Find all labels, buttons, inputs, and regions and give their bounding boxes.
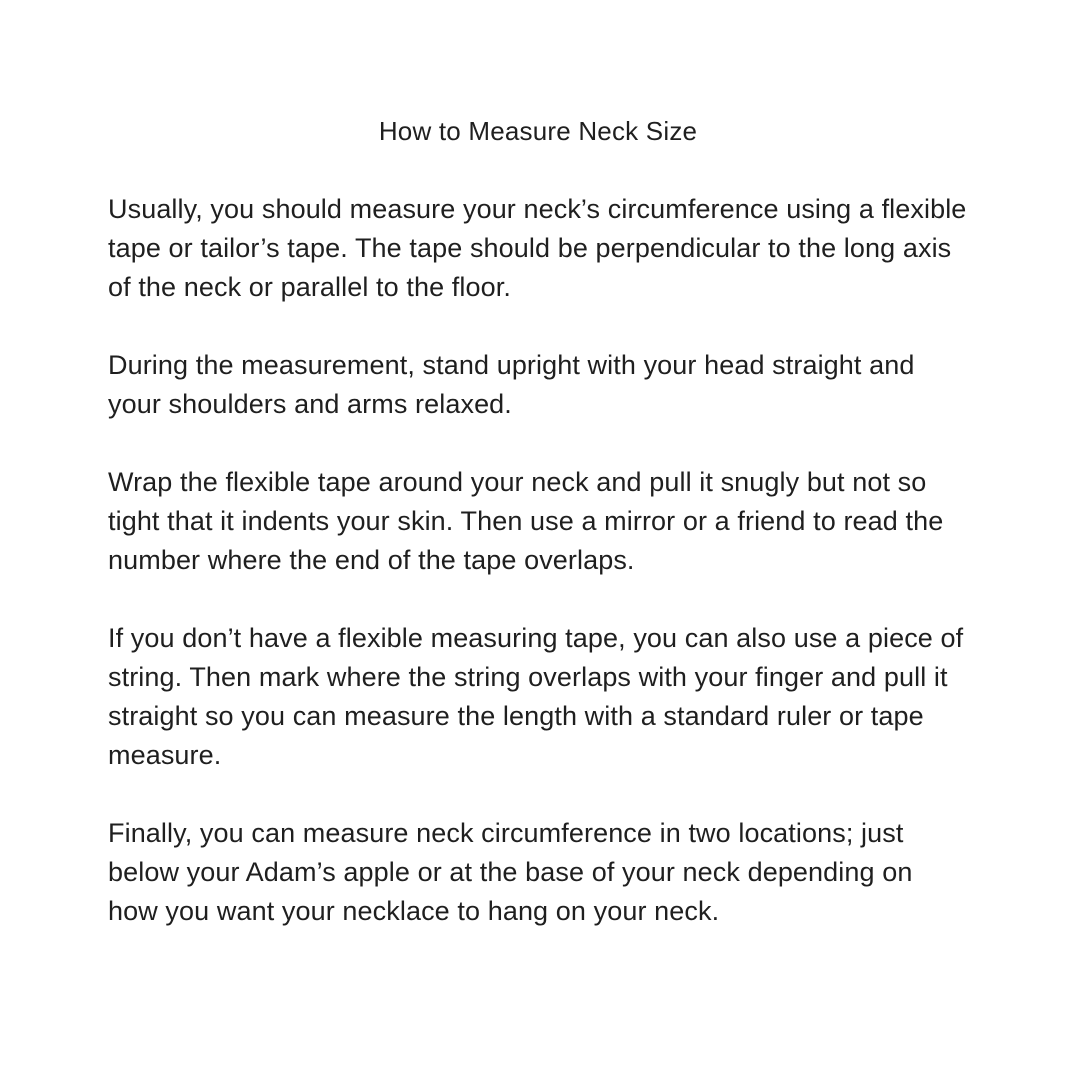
paragraph-wrap-tape: Wrap the flexible tape around your neck and pull it snugly but not so tight that it indents your skin. Then use a mirror or a friend to read the number where the end of the tape overlaps. <box>108 467 944 575</box>
paragraph-measure-with-tape: Usually, you should measure your neck’s circumference using a flexible tape or tailor’s tape. The tape should be perpendicular to the long axis of the neck or parallel to the floor. <box>108 194 967 302</box>
paragraph-string-alternative: If you don’t have a flexible measuring tape, you can also use a piece of string. Then mark where the string overlaps with your finger and pull it straight so you can measure the length with a standard ruler or tape measure. <box>108 623 964 770</box>
page-title: How to Measure Neck Size <box>378 116 698 146</box>
paragraph-stand-upright: During the measurement, stand upright with your head straight and your shoulders and arms relaxed. <box>108 350 915 419</box>
paragraph-two-locations: Finally, you can measure neck circumference in two locations; just below your Adam’s apple or at the base of your neck depending on how you want your necklace to hang on your neck. <box>108 818 913 926</box>
